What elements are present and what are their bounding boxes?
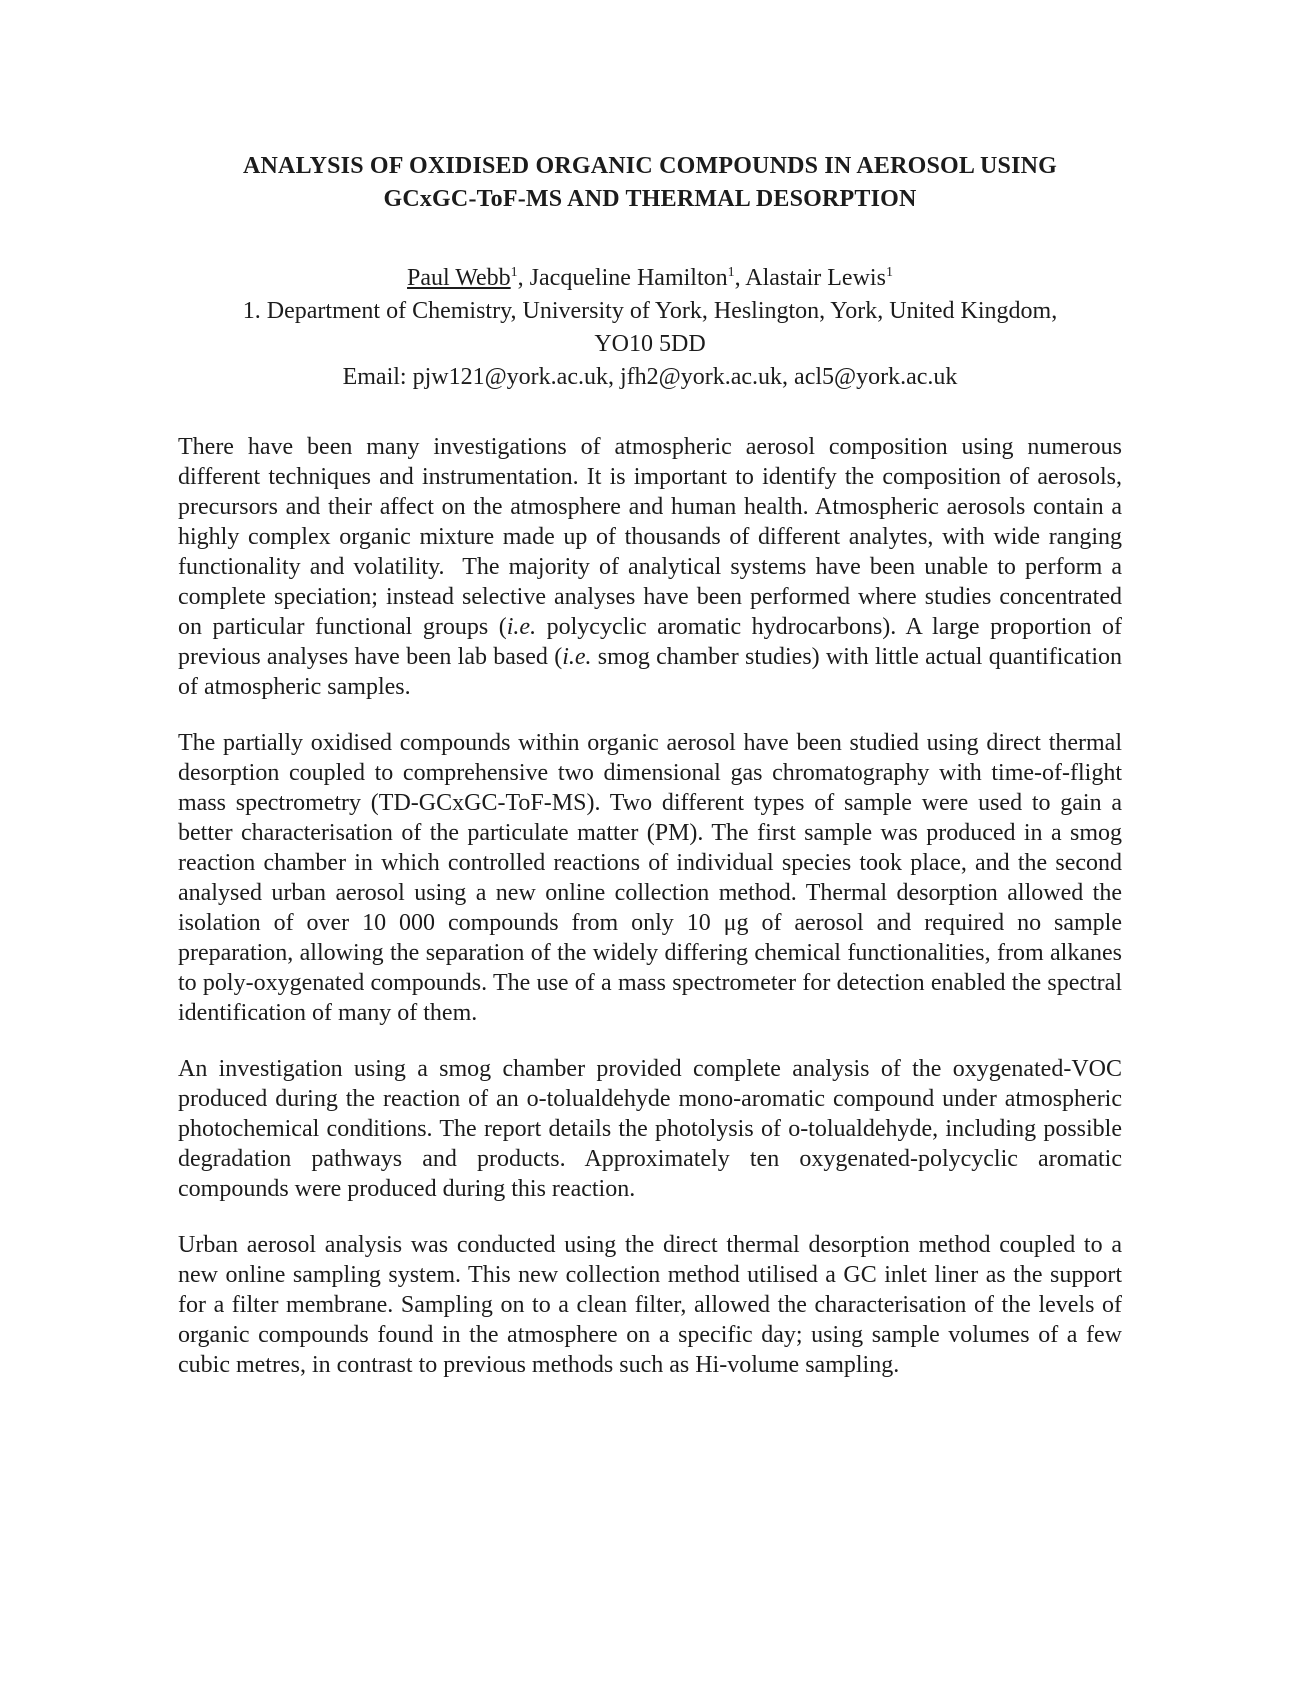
abstract-paragraph-4: Urban aerosol analysis was conducted using the direct thermal desorption method coupled to a new online sampling system. This new collection method utilised a GC inlet liner as the support for a filter membrane. Sampling on to a clean filter, allowed the characterisation of the levels of organic compounds found in the atmosphere on a specific day; using sample volumes of a few cubic metres, in contrast to previous methods such as Hi-volume sampling. xyxy=(178,1232,1122,1378)
author-byline xyxy=(178,262,1122,295)
paragraph-1-text-a: There have been many investigations of atmospheric aerosol composition using numerous different techniques and instrumentation. It is important to identify the composition of aerosols, precursors and their affect on the atmosphere and human health. Atmospheric aerosols contain a highly complex organic mixture made up of thousands of different analytes, with wide ranging functionality and volatility. The majority of analytical systems have been unable to perform a complete speciation; instead selective analyses have been performed where studies concentrated on particular functional groups ( xyxy=(178,434,1122,640)
paragraph-1-text-b: polycyclic aromatic hydrocarbons). A large proportion of previous analyses have been lab based ( xyxy=(178,614,1122,670)
author-name-alastair-lewis: , Alastair Lewis xyxy=(734,265,886,291)
abstract-paragraph-1 xyxy=(178,432,1122,702)
paper-title xyxy=(178,150,1122,216)
paper-title-line-1: ANALYSIS OF OXIDISED ORGANIC COMPOUNDS IN AEROSOL USING xyxy=(242,153,1058,179)
affiliation-superscript-3: 1 xyxy=(885,265,893,280)
paragraph-1-text-c: smog chamber studies) with little actual quantification of atmospheric samples. xyxy=(178,644,1123,700)
paper-title-line-2: GCxGC-ToF-MS AND THERMAL DESORPTION xyxy=(383,186,917,212)
affiliation-superscript-2: 1 xyxy=(727,265,735,280)
paragraph-1-italic-ie-1: i.e. xyxy=(506,614,537,640)
author-name-jacqueline-hamilton: , Jacqueline Hamilton xyxy=(517,265,728,291)
email-line: Email: pjw121@york.ac.uk, jfh2@york.ac.uk, acl5@york.ac.uk xyxy=(342,364,958,390)
abstract-paragraph-2: The partially oxidised compounds within organic aerosol have been studied using direct thermal desorption coupled to comprehensive two dimensional gas chromatography with time-of-flight mass spectrometry (TD-GCxGC-ToF-MS). Two different types of sample were used to gain a better characterisation of the particulate matter (PM). The first sample was produced in a smog reaction chamber in which controlled reactions of individual species took place, and the second analysed urban aerosol using a new online collection method. Thermal desorption allowed the isolation of over 10 000 compounds from only 10 μg of aerosol and required no sample preparation, allowing the separation of the widely differing chemical functionalities, from alkanes to poly-oxygenated compounds. The use of a mass spectrometer for detection enabled the spectral identification of many of them. xyxy=(178,730,1122,1026)
abstract-paragraph-3: An investigation using a smog chamber provided complete analysis of the oxygenated-VOC produced during the reaction of an o-tolualdehyde mono-aromatic compound under atmospheric photochemical conditions. The report details the photolysis of o-tolualdehyde, including possible degradation pathways and products. Approximately ten oxygenated-polycyclic aromatic compounds were produced during this reaction. xyxy=(178,1056,1122,1202)
author-name-paul-webb: Paul Webb xyxy=(407,265,511,291)
affiliation-line-2: YO10 5DD xyxy=(594,331,706,357)
affiliation-line-1: 1. Department of Chemistry, University of York, Heslington, York, United Kingdom, xyxy=(242,298,1058,324)
paragraph-1-italic-ie-2: i.e. xyxy=(562,644,592,670)
affiliation-superscript-1: 1 xyxy=(510,265,518,280)
